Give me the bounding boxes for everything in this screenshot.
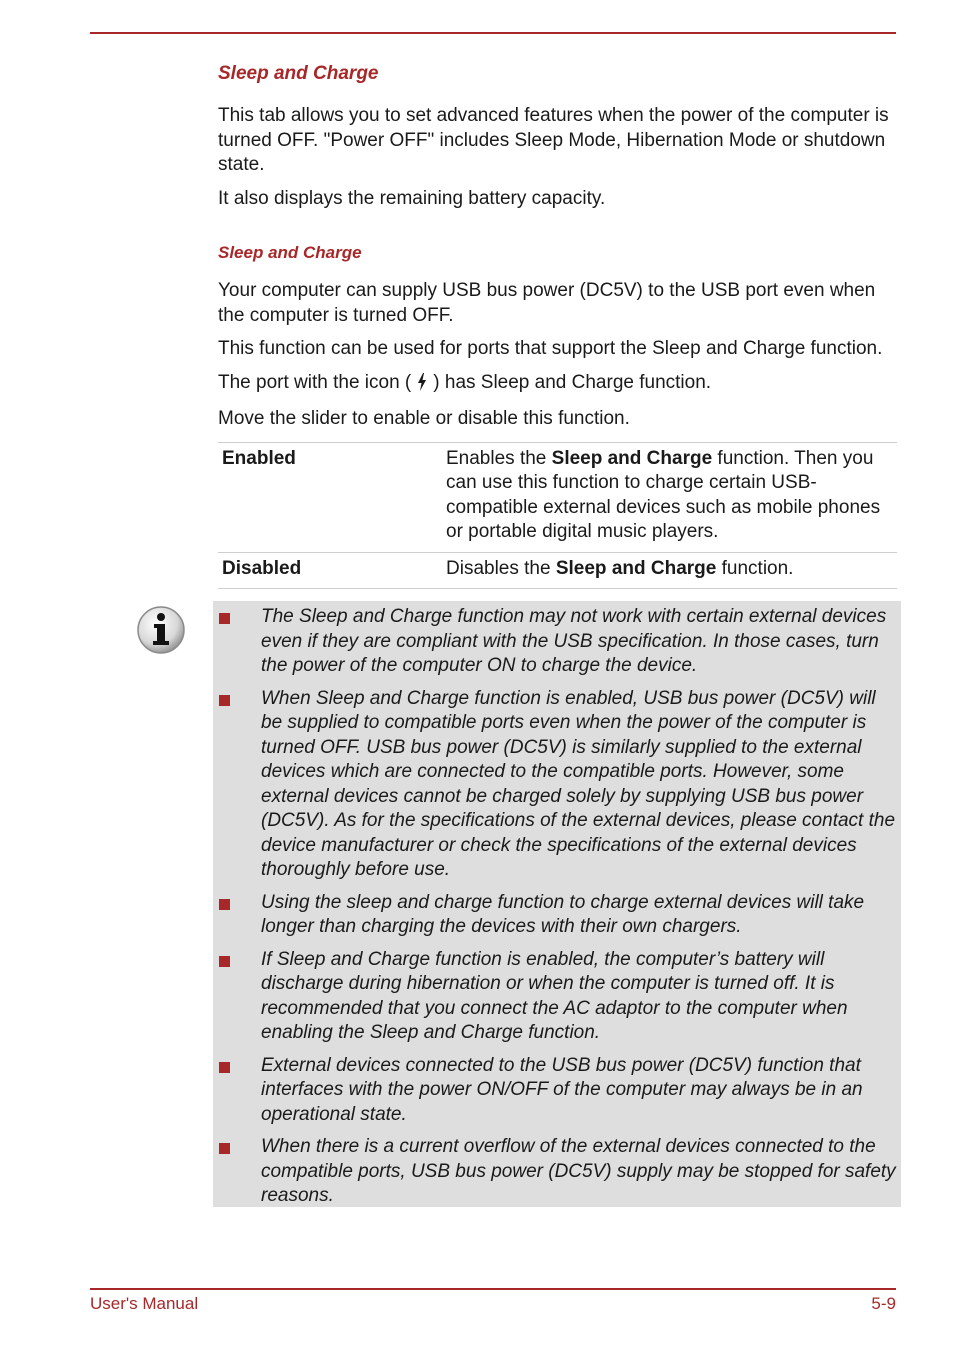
lightning-bolt-icon [417,373,427,399]
body-paragraph-1: Your computer can supply USB bus power (DC5V) to the USB port even when the computer is turned OFF. [218,280,876,326]
footer-rule [90,1288,896,1290]
option-name: Enabled [218,442,442,552]
header-rule [90,32,896,34]
section-title: Sleep and Charge [218,63,379,84]
page-content [218,60,898,589]
icon-sentence-start: The port with the icon ( [218,371,412,393]
list-item [213,1135,901,1209]
options-table [218,442,897,590]
note-text: When Sleep and Charge function is enabled, USB bus power (DC5V) will be supplied to compatible ports even when the power of the computer is turned OFF. USB bus power (DC5V) is similarly supplied to the external devices which are connected to the compatible ports. However, some external devices cannot be charged solely by supplying USB bus power (DC5V). As for the specifications of the external devices, please contact the device manufacturer or check the specifications of the external devices thoroughly before use. [261,687,896,880]
footer-manual-title: User's Manual [90,1294,199,1313]
description-text: function. Then you can use this function to charge certain USB-compatible external devices such as mobile phones or portable digital music players. [446,447,881,542]
list-item [213,1054,901,1128]
note-text: External devices connected to the USB bus power (DC5V) function that interfaces with the power ON/OFF of the computer may always be in an operational state. [261,1054,863,1125]
note-text: If Sleep and Charge function is enabled, the computer’s battery will discharge during hibernation or when the computer is turned off. It is recommended that you connect the AC adaptor to the computer when enabling the Sleep and Charge function. [261,948,848,1043]
list-item [213,948,901,1046]
subsection-title: Sleep and Charge [218,243,362,262]
description-text: Enables the [446,447,552,469]
intro-paragraph-2: It also displays the remaining battery capacity. [218,187,606,209]
bullet-square-icon [219,613,230,624]
description-bold: Sleep and Charge [555,557,717,579]
description-text: function. [716,557,794,579]
body-paragraph-2: This function can be used for ports that support the Sleep and Charge function. [218,338,883,359]
bullet-square-icon [219,695,230,706]
option-description [442,442,897,552]
table-row [218,442,897,552]
note-text: Using the sleep and charge function to charge external devices will take longer than charging the devices with their own chargers. [261,891,865,937]
page-number: 5-9 [871,1294,896,1313]
description-text: Disables the [446,557,556,579]
description-bold: Sleep and Charge [551,447,713,469]
note-list [213,601,901,1209]
icon-sentence-end: ) has Sleep and Charge function. [433,371,712,393]
list-item [213,605,901,679]
info-icon [136,605,186,660]
note-box [213,601,901,1207]
intro-paragraph-1: This tab allows you to set advanced features when the power of the computer is turned OFF. "Power OFF" includes Sleep Mode, Hibernation Mode or shutdown state. [218,105,889,175]
bullet-square-icon [219,899,230,910]
bullet-square-icon [219,1143,230,1154]
bullet-square-icon [219,956,230,967]
option-name: Disabled [218,552,442,589]
note-text: When there is a current overflow of the external devices connected to the compatible ports, USB bus power (DC5V) supply may be stopped for safety reasons. [261,1136,896,1206]
table-row [218,552,897,589]
body-paragraph-3 [218,371,898,399]
list-item [213,687,901,883]
body-paragraph-4: Move the slider to enable or disable this function. [218,408,630,429]
list-item [213,891,901,940]
bullet-square-icon [219,1062,230,1073]
option-description [442,552,897,589]
note-text: The Sleep and Charge function may not work with certain external devices even if they are compliant with the USB specification. In those cases, turn the power of the computer ON to charge the device. [261,606,887,676]
